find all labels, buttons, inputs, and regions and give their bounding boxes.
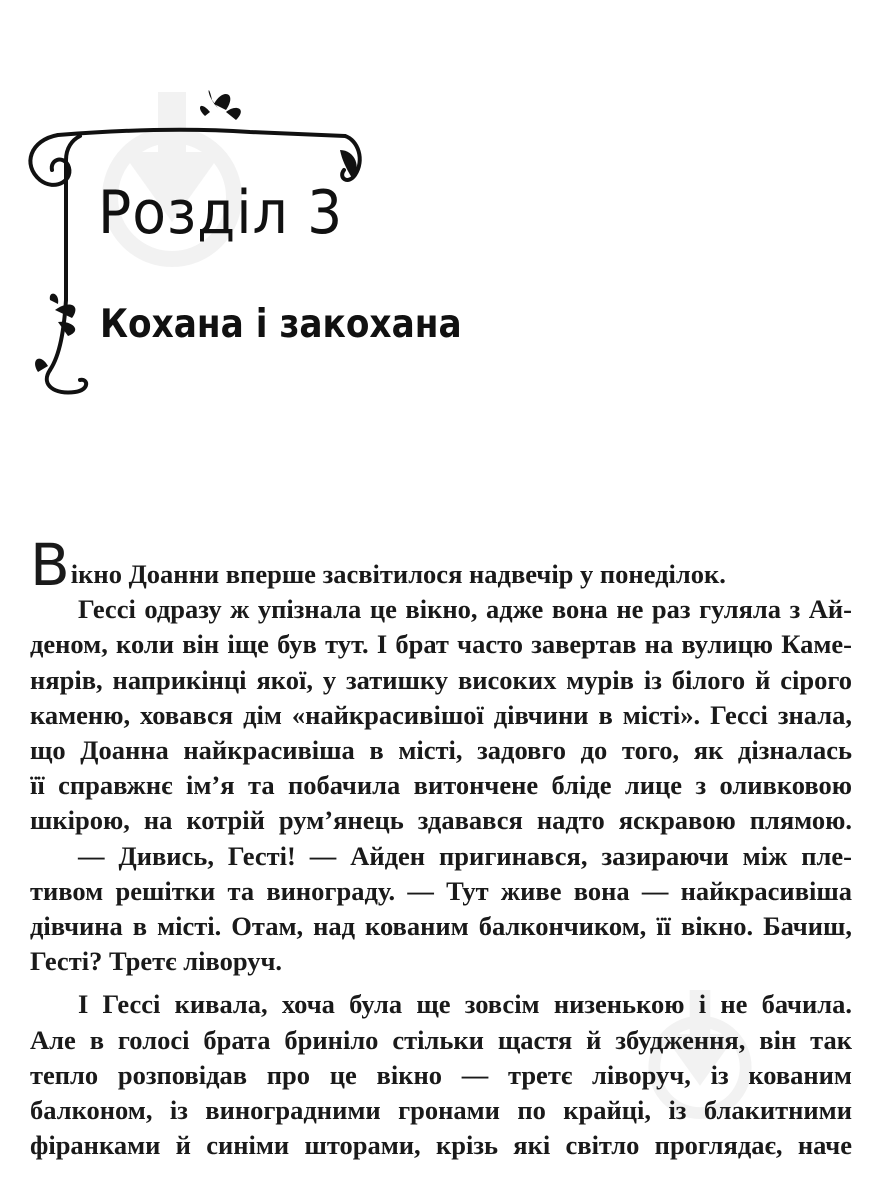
text-line: її справжнє ім’я та побачила витончене бліде лице з оливковою	[30, 770, 852, 801]
text-line: Вікно Доанни вперше засвітилося надвечір у понеділок.	[30, 531, 726, 599]
chapter-subtitle: Кохана і закохана	[100, 302, 462, 347]
text-line: тивом решітки та винограду. — Тут живе вона — найкрасивіша	[30, 875, 852, 906]
text-line: Гесті? Третє ліворуч.	[30, 946, 283, 977]
text-line: тепло розповідав про це вікно — третє ліворуч, із кованим	[30, 1059, 852, 1090]
chapter-body	[30, 531, 852, 1163]
chapter-title: Розділ 3	[98, 178, 344, 248]
text-line: каменю, ховався дім «найкрасивішої дівчини в місті». Гессі знала,	[30, 699, 852, 730]
text-line: деном, коли він іще був тут. І брат часто завертав на вулицю Каме-	[30, 629, 852, 660]
text-line: І Гессі кивала, хоча була ще зовсім низенькою і не бачила.	[78, 989, 852, 1020]
text-line: фіранками й синіми шторами, крізь які світло проглядає, наче	[30, 1130, 852, 1161]
drop-cap: В	[30, 531, 70, 599]
text-line: нярів, наприкінці якої, у затишку високих мурів із білого й сірого	[30, 664, 852, 695]
text-line: шкірою, на котрій рум’янець здавався надто яскравою плямою.	[30, 805, 852, 836]
text-line: Але в голосі брата бриніло стільки щастя й збудження, він так	[30, 1024, 852, 1055]
text-line: дівчина в місті. Отам, над кованим балкончиком, її вікно. Бачиш,	[30, 911, 852, 942]
text-line: балконом, із виноградними гронами по крайці, із блакитними	[30, 1095, 852, 1126]
text-line: що Доанна найкрасивіша в місті, задовго до того, як дізналась	[30, 735, 852, 766]
text-line: Гессі одразу ж упізнала це вікно, адже вона не раз гуляла з Ай-	[78, 594, 852, 625]
text-line: — Дивись, Гесті! — Айден пригинався, зазираючи між пле-	[78, 840, 852, 871]
